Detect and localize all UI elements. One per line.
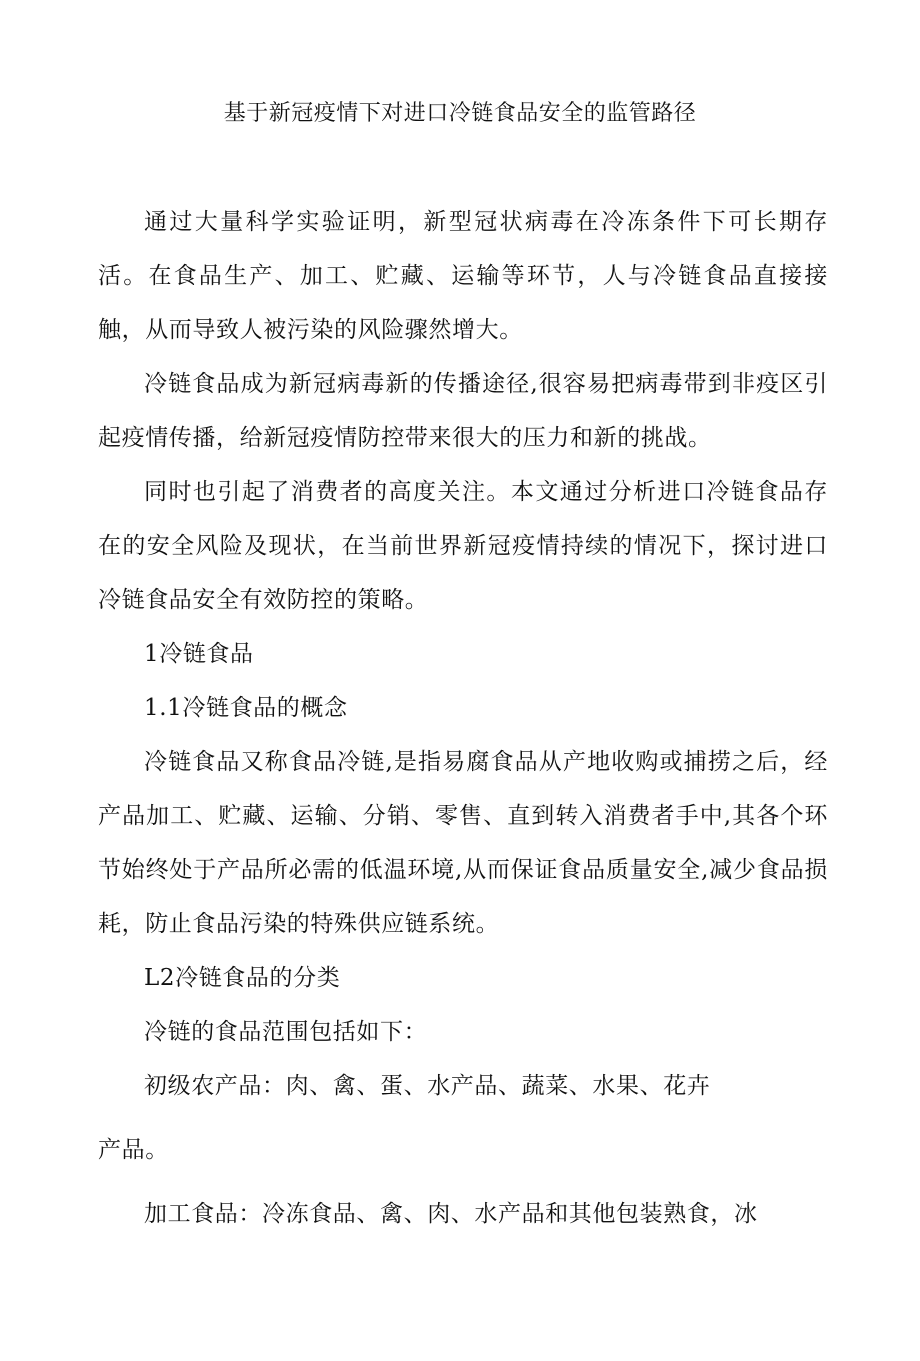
paragraph-purpose: 同时也引起了消费者的高度关注。本文通过分析进口冷链食品存在的安全风险及现状，在当前世界新冠疫情持续的情况下，探讨进口冷链食品安全有效防控的策略。	[98, 479, 828, 613]
paragraph-primary-products-continuation: 产品。	[98, 1137, 169, 1163]
paragraph-processed-foods: 加工食品：冷冻食品、禽、肉、水产品和其他包装熟食，冰	[144, 1201, 758, 1227]
list-intro: 冷链的食品范围包括如下：	[144, 1019, 428, 1045]
subsection-heading-concept: 1.1冷链食品的概念	[144, 695, 348, 721]
paragraph-primary-products: 初级农产品：肉、禽、蛋、水产品、蔬菜、水果、花卉	[144, 1073, 711, 1099]
document-title: 基于新冠疫情下对进口冷链食品安全的监管路径	[223, 101, 697, 126]
paragraph-transmission: 冷链食品成为新冠病毒新的传播途径,很容易把病毒带到非疫区引起疫情传播，给新冠疫情防控带来很大的压力和新的挑战。	[98, 371, 828, 451]
section-heading-cold-chain-food: 1冷链食品	[144, 641, 254, 667]
subsection-heading-classification: L2冷链食品的分类	[144, 965, 341, 991]
paragraph-intro: 通过大量科学实验证明，新型冠状病毒在冷冻条件下可长期存活。在食品生产、加工、贮藏、运输等环节，人与冷链食品直接接触，从而导致人被污染的风险骤然增大。	[98, 209, 828, 343]
document-body	[98, 195, 828, 1241]
paragraph-definition: 冷链食品又称食品冷链,是指易腐食品从产地收购或捕捞之后，经产品加工、贮藏、运输、分销、零售、直到转入消费者手中,其各个环节始终处于产品所必需的低温环境,从而保证食品质量安全,减少食品损耗，防止食品污染的特殊供应链系统。	[98, 749, 828, 937]
